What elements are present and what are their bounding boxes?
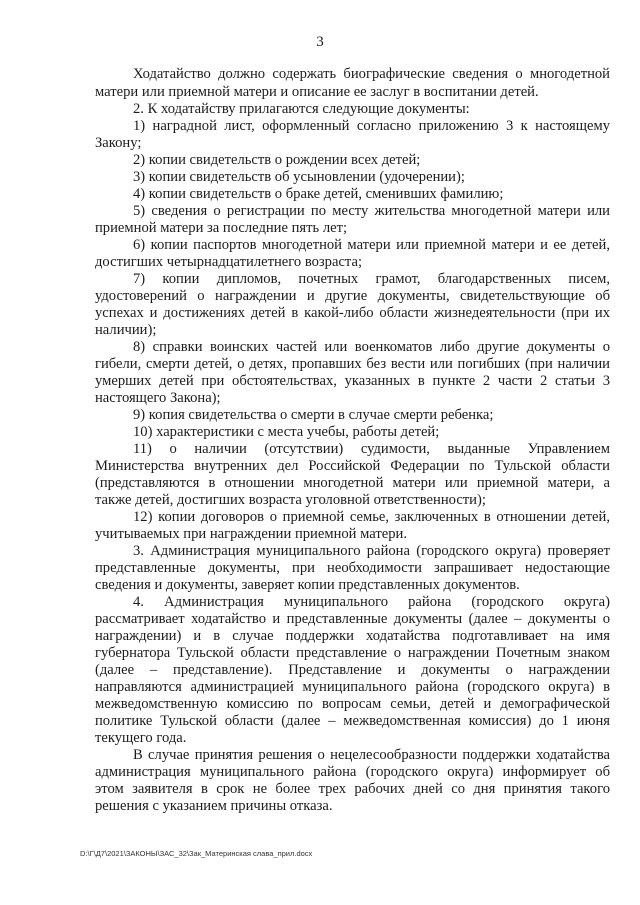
text-line: 1) наградной лист, оформленный согласно приложению 3 к настоящему bbox=[133, 118, 610, 134]
text-line: 4. Администрация муниципального района (городского округа) bbox=[133, 594, 610, 610]
file-path-footer: D:\Г\Д7\2021\ЗАКОНЫ\ЗАС_32\Зак_Материнская слава_прил.docx bbox=[80, 849, 313, 858]
text-line: также детей, достигших возраста уголовной ответственности); bbox=[95, 492, 486, 508]
text-line: наличии); bbox=[95, 322, 157, 338]
text-line: Закону; bbox=[95, 135, 142, 151]
text-line: губернатора Тульской области представление о награждении Почетным знаком bbox=[95, 645, 610, 661]
text-line: направляются администрацией муниципального района (городского округа) в bbox=[95, 679, 610, 695]
text-line: 2. К ходатайству прилагаются следующие документы: bbox=[133, 101, 470, 117]
text-line: 7) копии дипломов, почетных грамот, благодарственных писем, bbox=[133, 271, 610, 287]
page-number: 3 bbox=[316, 34, 324, 50]
text-line: 3) копии свидетельств об усыновлении (удочерении); bbox=[133, 169, 465, 185]
text-line: этом заявителя в срок не более трех рабочих дней со дня принятия такого bbox=[95, 781, 610, 797]
text-line: 8) справки воинских частей или военкоматов либо другие документы о bbox=[133, 339, 610, 355]
text-line: администрация муниципального района (городского округа) информирует об bbox=[95, 764, 610, 780]
text-line: Министерства внутренних дел Российской Федерации по Тульской области bbox=[95, 458, 610, 474]
text-line: текущего года. bbox=[95, 730, 187, 746]
text-line: Ходатайство должно содержать биографические сведения о многодетной bbox=[133, 66, 610, 82]
text-line: приемной матери за последние пять лет; bbox=[95, 220, 348, 236]
text-line: 12) копии договоров о приемной семье, заключенных в отношении детей, bbox=[133, 509, 610, 525]
text-line: 5) сведения о регистрации по месту жительства многодетной матери или bbox=[133, 203, 610, 219]
text-line: матери или приемной матери и описание ее заслуг в воспитании детей. bbox=[95, 84, 539, 100]
text-line: (далее – представление). Представление и документы о награждении bbox=[95, 662, 610, 678]
text-line: удостоверений о награждении и другие документы, свидетельствующие об bbox=[95, 288, 610, 304]
text-line: 11) о наличии (отсутствии) судимости, выданные Управлением bbox=[133, 441, 610, 457]
text-line: (представляются в отношении многодетной матери или приемной матери, а bbox=[95, 475, 610, 491]
text-line: представленные документы, при необходимости запрашивает недостающие bbox=[95, 560, 610, 576]
text-line: успехах и достижениях детей в какой-либо области жизнедеятельности (при их bbox=[95, 305, 610, 321]
text-line: награждении) и в случае поддержки ходатайства подготавливает на имя bbox=[95, 628, 610, 644]
text-line: решения с указанием причины отказа. bbox=[95, 798, 333, 814]
text-line: сведения и документы, заверяет копии представленных документов. bbox=[95, 577, 520, 593]
text-line: 3. Администрация муниципального района (городского округа) проверяет bbox=[133, 543, 610, 559]
text-line: межведомственную комиссию по вопросам семьи, детей и демографической bbox=[95, 696, 610, 712]
text-line: гибели, смерти детей, о детях, пропавших без вести или погибших (при наличии bbox=[95, 356, 610, 372]
text-line: политике Тульской области (далее – межведомственная комиссия) до 1 июня bbox=[95, 713, 610, 729]
text-line: 4) копии свидетельств о браке детей, сменивших фамилию; bbox=[133, 186, 504, 202]
text-line: достигших четырнадцатилетнего возраста; bbox=[95, 254, 363, 270]
text-line: 6) копии паспортов многодетной матери или приемной матери и ее детей, bbox=[133, 237, 610, 253]
text-line: 2) копии свидетельств о рождении всех детей; bbox=[133, 152, 421, 168]
text-line: умерших детей при обстоятельствах, указанных в пункте 2 части 2 статьи 3 bbox=[95, 373, 610, 389]
text-line: В случае принятия решения о нецелесообразности поддержки ходатайства bbox=[133, 747, 610, 763]
text-line: настоящего Закона); bbox=[95, 390, 221, 406]
text-line: рассматривает ходатайство и представленные документы (далее – документы о bbox=[95, 611, 610, 627]
text-line: 10) характеристики с места учебы, работы детей; bbox=[133, 424, 440, 440]
text-line: 9) копия свидетельства о смерти в случае смерти ребенка; bbox=[133, 407, 494, 423]
text-line: учитываемых при награждении приемной матери. bbox=[95, 526, 407, 542]
